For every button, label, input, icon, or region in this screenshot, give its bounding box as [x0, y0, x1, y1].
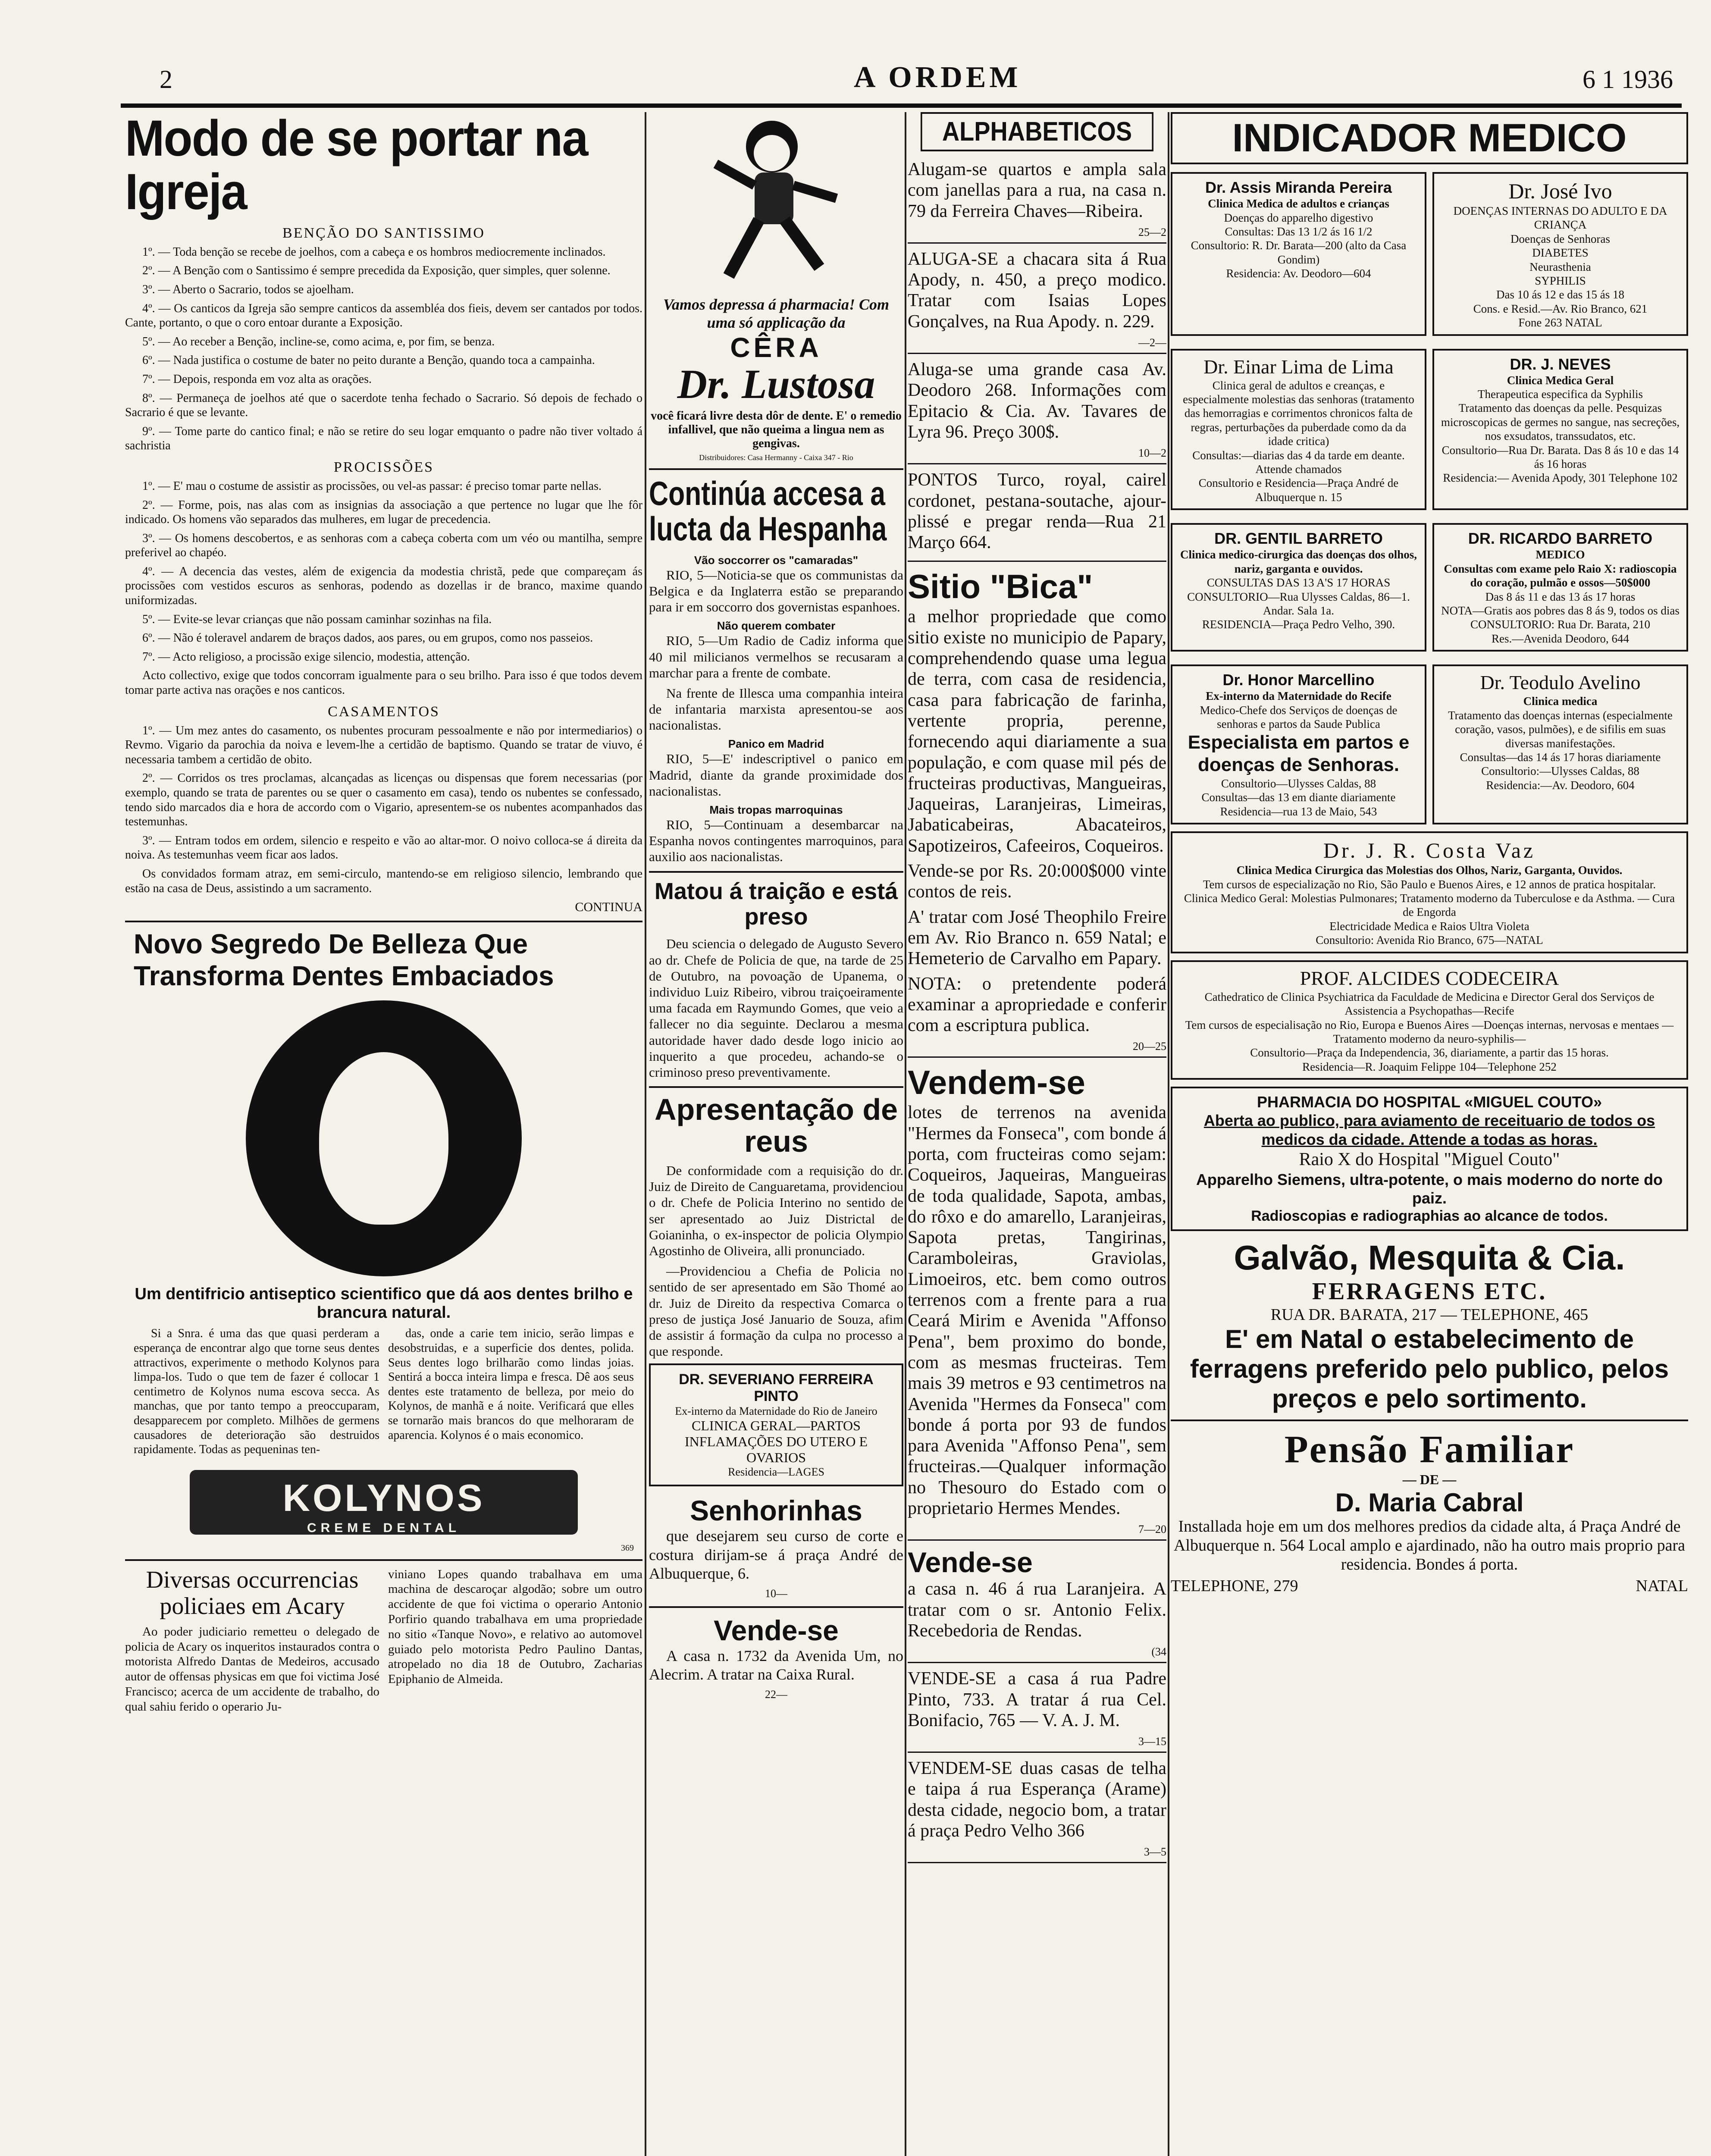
paragraph: Deu sciencia o delegado de Augusto Severo ao dr. Chefe de Policia de que, na tarde de 25 de Outubro, na povoação de Upanema, o individuo Luiz Ribeiro, vibrou traiçoeiramente uma facada em Raymundo Gomes, que veio a fallecer no dia seguinte. Declarou a mesma autoridade haver dado desde logo inicio ao inquerito a que procedeu, achando-se o criminoso preso preventivamente.	[649, 936, 903, 1080]
ad-text: a melhor propriedade que como sitio existe no municipio de Papary, comprehendendo quase uma legua de terra, com casa de residencia, casa para fabricação de farinha, vertente propria, perenne, fornecendo aqui diariamente a sua população, e com quase mil pés de fructeiras productivas, Mangueiras, Jaqueiras, Laranjeiras, Limeiras, Jabaticabeiras, Abacateiros, Sapotizeiros, Cafeeiros, Coqueiros.	[908, 607, 1166, 856]
ad-line: Clinica medica	[1523, 695, 1598, 708]
ad-line: SYPHILIS	[1535, 274, 1586, 287]
paragraph: 8º. — Permaneça de joelhos até que o sacerdote tenha fechado o Sacrario. Só depois de fechado o Sacrario é que se levante.	[125, 391, 642, 420]
ad-text: A' tratar com José Theophilo Freire em Av. Rio Branco n. 659 Natal; e Hemeterio de Carvalho em Papary.	[908, 907, 1166, 969]
subheading: Vão soccorrer os "camaradas"	[694, 553, 859, 567]
doctor-ad-marcellino	[1171, 664, 1426, 824]
divider	[649, 1086, 903, 1088]
doctor-ad-ivo	[1432, 172, 1688, 336]
ad-headline: Senhorinhas	[690, 1495, 862, 1527]
ad-text: VENDEM-SE duas casas de telha e taipa á rua Esperança (Arame) desta cidade, negocio bom, a tratar á praça Pedro Velho 366	[908, 1758, 1166, 1841]
ad-text: ALUGA-SE a chacara sita á Rua Apody, n. 450, a preço modico. Tratar com Isaias Lopes Gonçalves, na Rua Apody. n. 229.	[908, 249, 1166, 332]
ad-line: Consultas com exame pelo Raio X: radioscopia do coração, pulmão e ossos—50$000	[1444, 562, 1677, 589]
subheading: Mais tropas marroquinas	[709, 803, 843, 817]
ad-reference: 22—	[765, 1688, 787, 1701]
doctor-ad-einar	[1171, 349, 1426, 511]
ad-line: Ex-interno da Maternidade do Recife	[1206, 689, 1391, 703]
ad-line: Cons. e Resid.—Av. Rio Branco, 621	[1473, 302, 1648, 315]
ad-line: Residencia—R. Joaquim Felippe 104—Telephone 252	[1302, 1060, 1557, 1073]
ad-line: Tratamento das doenças internas (especialmente coração, vasos, pulmões), e de sifilis em suas diversas manifestações.	[1448, 708, 1673, 750]
ad-line: RESIDENCIA—Praça Pedro Velho, 390.	[1202, 618, 1395, 631]
classified-ad-lotes	[908, 1063, 1166, 1541]
ad-headline: Vendem-se	[908, 1063, 1085, 1102]
ad-text: Alugam-se quartos e ampla sala com janellas para a rua, na casa n. 79 da Ferreira Chaves—Ribeira.	[908, 160, 1166, 221]
ad-line: Installada hoje em um dos melhores predios da cidade alta, á Praça André de Albuquerque n. 564 Local amplo e ajardinado, não ha outro mais proprio para residencia. Bondes á porta.	[1173, 1517, 1686, 1573]
ad-reference: 3—5	[1144, 1846, 1166, 1858]
ad-line: Residencia:—Av. Deodoro, 604	[1486, 778, 1635, 792]
ad-line: Consultorio—Praça da Independencia, 36, diariamente, a partir das 15 horas.	[1250, 1046, 1609, 1059]
doctor-name: DR. J. NEVES	[1510, 355, 1611, 373]
ad-line: Tem cursos de especialização no Rio, São Paulo e Buenos Aires, e 12 annos de pratica hospitalar.	[1203, 877, 1656, 891]
ad-line: CONSULTAS DAS 13 A'S 17 HORAS	[1206, 576, 1391, 589]
divider	[125, 921, 642, 922]
ad-line: Attende chamados	[1255, 463, 1342, 476]
ad-line: Residencia:— Avenida Apody, 301 Telephone 102	[1443, 471, 1678, 485]
ad-headline: Sitio "Bica"	[908, 567, 1093, 606]
paragraph: viniano Lopes quando trabalhava em uma machina de descaroçar algodão; sobre um outro accidente de que foi victima o operario Antonio Porfirio quando trabalhava em uma propriedade no sitio «Tanque Novo», e relativo ao automovel guiado pelo motorista Pedro Paulino Dantas, atropelado no dia 18 de Outubro, Zacharias Epiphanio de Almeida.	[388, 1567, 642, 1686]
divider	[125, 1559, 642, 1561]
ad-line: Clinica Medica Cirurgica das Molestias dos Olhos, Nariz, Garganta, Ouvidos.	[1236, 864, 1623, 877]
classified-ad	[908, 359, 1166, 464]
product-name: CÊRA	[730, 332, 822, 363]
ad-reference: 10—2	[1138, 447, 1166, 460]
ad-text: PONTOS Turco, royal, cairel cordonet, pestana-soutache, ajour-plissé e pregar renda—Rua 21 Março 664.	[908, 470, 1166, 553]
paragraph: 2º. — A Benção com o Santissimo é sempre precedida da Exposição, quer simples, quer solenne.	[142, 264, 611, 278]
business-name: Pensão Familiar	[1284, 1428, 1575, 1471]
paragraph: RIO, 5—Continuam a desembarcar na Espanha novos contingentes marroquinos, para auxilio aos nacionalistas.	[649, 817, 903, 865]
ad-line: Residencia—rua 13 de Maio, 543	[1220, 805, 1377, 818]
ad-reference: 10—	[765, 1587, 787, 1600]
classified-ad	[908, 1668, 1166, 1753]
divider	[1171, 1420, 1688, 1421]
divider	[649, 1606, 903, 1608]
ad-line: Clinica geral de adultos e creanças, e especialmente molestias das senhoras (tratamento das hemorragias e corrimentos chronicos falta de regras, perturbações da puberdade como da da idade critica)	[1183, 379, 1414, 448]
ad-line: Therapeutica especifica da Syphilis	[1477, 388, 1643, 401]
section-heading: BENÇÃO DO SANTISSIMO	[282, 225, 485, 241]
subheading: Não querem combater	[717, 619, 836, 633]
doctor-name: Dr. José Ivo	[1508, 179, 1612, 203]
ad-line: DIABETES	[1532, 246, 1589, 260]
masthead	[121, 56, 1682, 108]
ad-line: Clinica Medico Geral: Molestias Pulmonares; Tratamento moderno da Tuberculose e da Asthma. — Cura de Engorda	[1184, 892, 1675, 919]
ad-line: CONSULTORIO—Rua Ulysses Caldas, 86—1. Andar. Sala 1a.	[1187, 590, 1410, 617]
paragraph: 6º. — Nada justifica o costume de bater no peito durante a Benção, quando toca a campainha.	[142, 354, 595, 367]
ad-reference: 20—25	[1133, 1040, 1166, 1053]
ad-code: 369	[621, 1543, 634, 1553]
ad-line: Consultorio e Residencia—Praça André de Albuquerque n. 15	[1198, 476, 1399, 504]
ad-line: Consultas: Das 13 1/2 ás 16 1/2	[1225, 225, 1373, 238]
doctor-grid-top	[1171, 172, 1688, 831]
ad-reference: 25—2	[1138, 226, 1166, 238]
pharmacia-ad	[1171, 1087, 1688, 1231]
ad-line: Consultas:—diarias das 4 da tarde em deante.	[1192, 448, 1405, 462]
ad-line: Medico-Chefe dos Serviços de doenças de senhoras e partos da Saude Publica	[1200, 703, 1398, 731]
ad-line: Consultorio—Rua Dr. Barata. Das 8 ás 10 e das 14 ás 16 horas	[1442, 443, 1679, 471]
paragraph: 2º. — Forme, pois, nas alas com as insignias da associação a que pertence no lugar que lhe fôr indicado. Os homens vão separados das mulheres, em lugar de precedencia.	[125, 498, 642, 526]
ad-line: Cathedratico de Clinica Psychiatrica da Faculdade de Medicina e Director Geral dos Serviços de Assistencia a Psychopathas—Recife	[1204, 990, 1655, 1018]
ad-line: Apparelho Siemens, ultra-potente, o mais moderno do norte do paiz.	[1196, 1171, 1663, 1207]
paragraph: 9º. — Tome parte do cantico final; e não se retire do seu logar emquanto o padre não tiver voltado á sachristia	[125, 424, 642, 453]
ad-line: Neurasthenia	[1529, 260, 1591, 273]
ad-line: Consultorio—Ulysses Caldas, 88	[1221, 777, 1376, 790]
ad-line: CLINICA GERAL—PARTOS INFLAMAÇÕES DO UTERO E OVARIOS	[685, 1418, 868, 1466]
toothpaste-tube-illustration	[190, 1470, 578, 1535]
ad-headline: Vende-se	[908, 1546, 1033, 1579]
column-rule	[905, 112, 906, 2156]
column-1	[125, 112, 642, 2156]
doctor-name: Dr. Assis Miranda Pereira	[1205, 179, 1392, 196]
ad-line: Radioscopias e radiographias ao alcance de todos.	[1251, 1208, 1608, 1225]
doctor-ad-assis	[1171, 172, 1426, 336]
brand-name: Dr. Lustosa	[677, 361, 875, 407]
ad-body: você ficará livre desta dôr de dente. E' o remedio infallivel, que não queima a lingua nem as gengivas.	[651, 409, 902, 450]
section-heading: CASAMENTOS	[328, 703, 440, 720]
ad-reference: 3—15	[1138, 1735, 1166, 1748]
medical-directory-header: INDICADOR MEDICO	[1171, 112, 1688, 164]
ad-line: Residencia: Av. Deodoro—604	[1226, 267, 1371, 280]
ad-line: Aberta ao publico, para aviamento de receituario de todos os medicos da cidade. Attende a todas as horas.	[1203, 1112, 1655, 1148]
city: NATAL	[1636, 1577, 1688, 1595]
paragraph: Acto collectivo, exige que todos concorram igualmente para o seu brilho. Para isso é que todos devem tomar parte activa nas orações e nos canticos.	[125, 669, 642, 697]
ad-body-right: das, onde a carie tem inicio, serão limpas e desobstruidas, e a superficie dos dentes, polida. Seus dentes logo brilharão como lindas joias. Sentirá a bocca inteira limpa e fresca. Dê aos seus dentes este tratamento de belleza, por meio do Kolynos, de manhã e á noite. Verificará que elles se tornarão mais brancos do que melhoraram de aparencia. Kolynos é o mais economico.	[388, 1327, 634, 1442]
paragraph: 6º. — Não é toleravel andarem de braços dados, aos pares, ou em grupos, como nos passeios.	[142, 631, 593, 645]
column-rule	[1168, 112, 1169, 2156]
issue-date: 6 1 1936	[1583, 65, 1673, 94]
ad-line: Doenças do apparelho digestivo	[1224, 211, 1373, 224]
ad-line: MEDICO	[1536, 548, 1585, 561]
ad-line: Clinica medico-cirurgica das doenças dos olhos, nariz, garganta e ouvidos.	[1180, 548, 1417, 575]
ad-line: Tratamento das doenças da pelle. Pesquizas microscopicas de germes no sangue, nas secreções, nos exsudatos, transsudatos, etc.	[1441, 401, 1680, 443]
severiano-ad	[649, 1363, 903, 1486]
doctor-ad-ricardo-barreto	[1432, 523, 1688, 652]
paragraph: De conformidade com a requisição do dr. Juiz de Direito de Canguaretama, providenciou o dr. Chefe de Policia Interino no sentido de ser apresentado ao Juiz Districtal de Goianinha, o ex-inspector de policia Olympio Agostinho de Oliveira, alli pronunciado.	[649, 1163, 903, 1258]
article-acary	[125, 1567, 642, 1719]
ad-text: NOTA: o pretendente poderá examinar a apropriedade e conferir com a escriptura publica.	[908, 974, 1166, 1036]
ad-line: Das 10 ás 12 e das 15 ás 18	[1496, 288, 1624, 301]
ad-body-left: Si a Snra. é uma das que quasi perderam a esperança de encontrar algo que torne seus dentes attractivos, experimente o methodo Kolynos para limpa-los. Tudo o que tem de fazer é collocar 1 centimetro de Kolynos numa escova secca. As manchas, que por tanto tempo a preoccuparam, desapparecem por completo. Milhões de germens causadores de deterioração são destruidos rapidamente. Todas as pequeninas ten-	[134, 1327, 379, 1457]
classifieds-header: ALPHABETICOS	[921, 112, 1153, 151]
article-headline: Modo de se portar na Igreja	[125, 112, 588, 220]
ad-line: Clinica Medica de adultos e crianças	[1208, 197, 1389, 210]
ad-line: FERRAGENS ETC.	[1312, 1278, 1547, 1305]
paragraph: 5º. — Evite-se levar crianças que não possam caminhar sozinhas na fila.	[142, 612, 492, 626]
paragraph: que desejarem seu curso de corte e costura dirijam-se á praça André de Albuquerque, 6.	[649, 1527, 903, 1582]
paragraph: 5º. — Ao receber a Benção, incline-se, como acima, e, por fim, se benza.	[142, 335, 495, 348]
product-label: CREME DENTAL	[307, 1520, 461, 1535]
paragraph: 3º. — Entram todos em ordem, silencio e respeito e vão ao altar-mor. O noivo colloca-se á direita da noiva. As testemunhas veem ficar aos lados.	[125, 834, 642, 862]
paragraph: RIO, 5—Noticia-se que os communistas da Belgica e da Inglaterra estão se preparando para ir em soccorro dos governistas espanhoes.	[649, 567, 903, 615]
doctor-name: DR. GENTIL BARRETO	[1214, 530, 1383, 548]
ad-line: Residencia—LAGES	[728, 1466, 824, 1479]
ad-line: E' em Natal o estabelecimento de ferragens preferido pelo publico, pelos preços e pelo sortimento.	[1190, 1325, 1669, 1413]
ad-line: DOENÇAS INTERNAS DO ADULTO E DA CRIANÇA	[1453, 204, 1667, 232]
paragraph: 3º. — Os homens descobertos, e as senhoras com a cabeça coberta com um véo ou mantilha, sempre preferivel ao chapéo.	[125, 531, 642, 560]
ad-line: Raio X do Hospital "Miguel Couto"	[1299, 1149, 1560, 1169]
classified-ad	[908, 1546, 1166, 1663]
galvao-ad	[1171, 1238, 1688, 1413]
proprietor-name: D. Maria Cabral	[1335, 1488, 1524, 1517]
paragraph: —Providenciou a Chefia de Policia no sentido de ser apresentado em São Thomé ao dr. Juiz de Direito da respectiva Comarca o preso de justiça José Januario de Souza, afim de assistir á formação da culpa no processo a que responde.	[649, 1263, 903, 1359]
doctor-ad-gentil-barreto	[1171, 523, 1426, 652]
doctor-name: Dr. J. R. Costa Vaz	[1323, 838, 1536, 863]
running-boy-illustration	[699, 112, 854, 293]
distributor: Distribuidores: Casa Hermanny - Caixa 347 - Rio	[699, 453, 853, 462]
article-spain	[649, 476, 903, 865]
cera-lustosa-ad	[649, 112, 903, 462]
doctor-ad-teodulo	[1432, 664, 1688, 824]
ad-line: NOTA—Gratis aos pobres das 8 ás 9, todos os dias	[1441, 604, 1680, 617]
doctor-name: Dr. Honor Marcellino	[1222, 671, 1375, 689]
column-4	[1171, 112, 1688, 2156]
column-rule	[645, 112, 646, 2156]
ad-line: Clinica Medica Geral	[1507, 373, 1614, 387]
ad-line: Ex-interno da Maternidade do Rio de Janeiro	[675, 1405, 877, 1418]
kolynos-ad	[125, 928, 642, 1553]
doctor-name: Dr. Einar Lima de Lima	[1203, 355, 1394, 378]
article-matou	[649, 879, 903, 1080]
article-headline: Apresentação de reus	[654, 1093, 898, 1158]
doctor-ad-costa-vaz	[1171, 831, 1688, 953]
ad-reference: (34	[1151, 1645, 1166, 1658]
paragraph: A casa n. 1732 da Avenida Um, no Alecrim. A tratar na Caixa Rural.	[649, 1647, 903, 1683]
divider	[649, 871, 903, 873]
ad-text: a casa n. 46 á rua Laranjeira. A tratar com o sr. Antonio Felix. Recebedoria de Rendas.	[908, 1579, 1166, 1641]
pensao-ad	[1171, 1427, 1688, 1595]
pharmacy-name: PHARMACIA DO HOSPITAL «MIGUEL COUTO»	[1257, 1093, 1602, 1111]
ad-text: lotes de terrenos na avenida "Hermes da Fonseca", com bonde á porta, com fructeiras como sejam: Coqueiros, Jaqueiras, Mangueiras de toda qualidade, Sapota, ambas, do rôxo e do amarello, Laranjeiras, Sapota pretas, Tangirinas, Caramboleiras, Graviolas, Limoeiros, etc. bem como outros terrenos com a frente para a rua Ceará Mirim e Avenida "Affonso Pena", bem proximo do bonde, com as mesmas fructeiras. Tem mais 39 metros e 93 centimetros na Avenida "Hermes da Fonseca" com bonde á porta por 93 de fundos para Avenida "Affonso Pena", sem fructeiras.—Qualquer informação no Thesouro do Estado com o proprietario Hermes Mendes.	[908, 1103, 1166, 1519]
ad-line: — DE —	[1402, 1472, 1457, 1488]
column-2	[649, 112, 903, 2156]
article-apresentacao	[649, 1094, 903, 1359]
column-3	[908, 112, 1166, 2156]
woman-portrait-illustration	[246, 1000, 522, 1276]
ad-line: Doenças de Senhoras	[1510, 232, 1610, 245]
paragraph: 4º. — A decencia das vestes, além de exigencia da modestia christã, pede que compareçam ás procissões com vestidos escuros as senhoras, podendo as dozellas ir de branco, maxime quando uniformizadas.	[125, 564, 642, 608]
ad-line: Especialista em partos e doenças de Senhoras.	[1188, 731, 1410, 776]
paragraph: 7º. — Depois, responda em voz alta as orações.	[142, 372, 372, 386]
page-number: 2	[160, 65, 172, 94]
ad-reference: —2—	[1138, 336, 1166, 349]
paragraph: Ao poder judiciario remetteu o delegado de policia de Acary os inqueritos instaurados contra o motorista Alfredo Dantas de Medeiros, accusado autor de offensas physicas em que foi victima José Francisco; acerca de um accidente de trabalho, do qual sahiu ferido o operario Ju-	[125, 1624, 379, 1714]
classified-ad-sitio	[908, 567, 1166, 1058]
section-heading: PROCISSÕES	[333, 459, 434, 475]
doctor-name: DR. RICARDO BARRETO	[1468, 530, 1653, 548]
ad-line: Electricidade Medica e Raios Ultra Violeta	[1329, 919, 1529, 933]
ad-line: Consultorio: R. Dr. Barata—200 (alto da Casa Gondim)	[1191, 239, 1407, 266]
ad-text: Aluga-se uma grande casa Av. Deodoro 268. Informações com Epitacio & Cia. Av. Tavares de Lyra 96. Preço 300$.	[908, 360, 1166, 442]
ad-line: RUA DR. BARATA, 217 — TELEPHONE, 465	[1270, 1306, 1589, 1324]
paragraph: 1º. — Um mez antes do casamento, os nubentes procuram pessoalmente e não por intermediarios) o Revmo. Vigario da parochia da noiva e levem-lhe a certidão de baptismo. Quando se tratar de viuvo, é necessaria tambem a certidão de obito.	[125, 724, 642, 766]
paragraph: 2º. — Corridos os tres proclamas, alcançadas as licenças ou dispensas que forem necessarias (por exemplo, quando se trata de parentes ou se quer o casamento em casa), tendo os nubentes se confessado, tendo sido marcados dia e hora de accordo com o Vigario, apresentem-se os nubentes acompanhados das testemunhas.	[125, 771, 642, 829]
brand-name: KOLYNOS	[282, 1476, 485, 1519]
face-shape	[319, 1052, 448, 1225]
classified-ad	[908, 159, 1166, 244]
doctor-ad-neves	[1432, 349, 1688, 511]
doctor-ad-codeceira	[1171, 960, 1688, 1080]
ad-headline: Novo Segredo De Belleza Que Transforma Dentes Embaciados	[134, 928, 554, 991]
paragraph: Na frente de Illesca uma companhia inteira de infantaria marxista apresentou-se aos nacionalistas.	[649, 685, 903, 733]
paragraph: RIO, 5—Um Radio de Cadiz informa que 40 mil milicianos vermelhos se recusaram a marchar para a frente de combate.	[649, 633, 903, 680]
ad-line: Res.—Avenida Deodoro, 644	[1492, 632, 1629, 645]
paragraph: RIO, 5—E' indescriptivel o panico em Madrid, diante da grande proximidade dos nacionalistas.	[649, 751, 903, 799]
ad-headline: Vende-se	[714, 1614, 839, 1646]
ad-line: Fone 263 NATAL	[1518, 316, 1602, 329]
newspaper-title: A ORDEM	[854, 61, 1022, 94]
article-headline: Diversas occurrencias policiaes em Acary	[146, 1566, 359, 1620]
continued-marker: CONTINUA	[575, 900, 642, 915]
paragraph: 3º. — Aberto o Sacrario, todos se ajoelham.	[142, 282, 354, 296]
ad-slogan: Vamos depressa á pharmacia! Com uma só applicação da	[663, 296, 890, 331]
paragraph: 7º. — Acto religioso, a procissão exige silencio, modestia, attenção.	[142, 650, 470, 664]
article-church-etiquette	[125, 112, 642, 915]
ad-line: Consultorio:—Ulysses Caldas, 88	[1481, 765, 1639, 778]
divider	[649, 468, 903, 470]
classified-ad	[908, 249, 1166, 354]
company-name: Galvão, Mesquita & Cia.	[1234, 1238, 1625, 1277]
telephone: TELEPHONE, 279	[1171, 1577, 1298, 1595]
ad-line: Das 8 ás 11 e das 13 ás 17 horas	[1485, 590, 1636, 603]
ad-tagline: Um dentifricio antiseptico scientifico que dá aos dentes brilho e brancura natural.	[135, 1285, 633, 1322]
article-headline: Matou á traição e está preso	[654, 878, 898, 930]
ad-reference: 7—20	[1138, 1523, 1166, 1536]
ad-line: CONSULTORIO: Rua Dr. Barata, 210	[1470, 618, 1650, 631]
paragraph: 1º. — E' mau o costume de assistir as procissões, ou vel-as passar: é preciso tomar parte nellas.	[142, 479, 602, 493]
article-headline: Continúa accesa a lucta da Hespanha	[649, 474, 887, 548]
ad-line: Consultorio: Avenida Rio Branco, 675—NATAL	[1316, 934, 1543, 947]
paragraph: Os convidados formam atraz, em semi-circulo, mantendo-se em religioso silencio, lembrando que estão na casa de Deus, assistindo a um sacramento.	[125, 867, 642, 895]
classified-ad	[908, 1758, 1166, 1863]
classified-ad	[908, 470, 1166, 562]
vende-se-ad	[649, 1614, 903, 1701]
doctor-name: Dr. Teodulo Avelino	[1480, 671, 1641, 694]
ad-line: Consultas—das 14 ás 17 horas diariamente	[1460, 750, 1661, 764]
ad-line: Consultas—das 13 em diante diariamente	[1201, 791, 1396, 804]
doctor-name: DR. SEVERIANO FERREIRA PINTO	[679, 1371, 874, 1405]
paragraph: 4º. — Os canticos da Igreja são sempre canticos da assembléa dos fieis, devem ser cantados por todos. Cante, portanto, o que o coro entoar durante a Exposição.	[125, 301, 642, 330]
subheading: Panico em Madrid	[728, 737, 824, 751]
senhorinhas-ad	[649, 1494, 903, 1600]
ad-line: Tem cursos de especialisação no Rio, Europa e Buenos Aires —Doenças internas, nervosas e mentaes —Tratamento moderno da neuro-syphilis—	[1185, 1018, 1674, 1045]
paragraph: 1º. — Toda benção se recebe de joelhos, com a cabeça e os hombros mediocremente inclinados.	[142, 245, 606, 259]
doctor-name: PROF. ALCIDES CODECEIRA	[1300, 967, 1559, 989]
ad-text: VENDE-SE a casa á rua Padre Pinto, 733. A tratar á rua Cel. Bonifacio, 765 — V. A. J. M.	[908, 1669, 1166, 1730]
ad-text: Vende-se por Rs. 20:000$000 vinte contos de reis.	[908, 861, 1166, 902]
